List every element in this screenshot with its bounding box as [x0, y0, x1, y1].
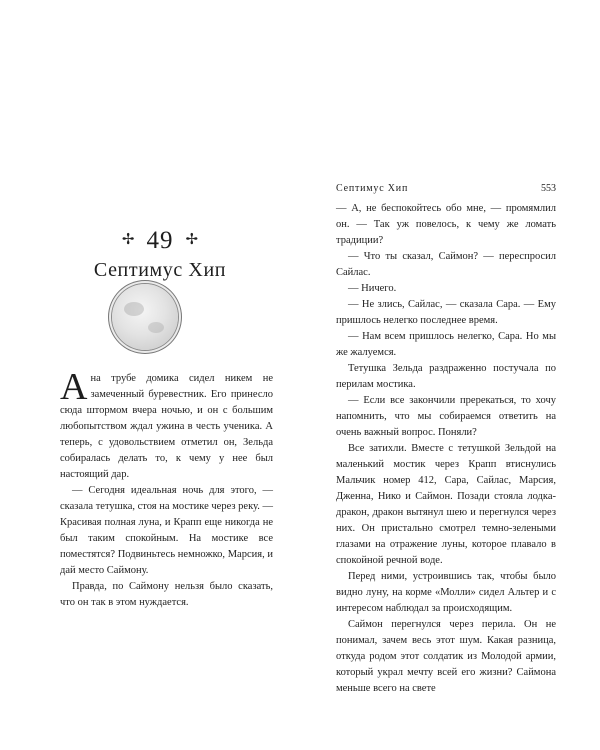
- first-paragraph: [60, 366, 273, 483]
- paragraph: Тетушка Зельда раздраженно постучала по перилам мостика.: [336, 363, 556, 390]
- left-body-text: [60, 366, 273, 611]
- running-head: [336, 183, 556, 194]
- drop-cap: А: [60, 366, 88, 408]
- paragraph: Все затихли. Вместе с тетушкой Зельдой на маленький мостик через Крапп втиснулись Мальчик номер 412, Сара, Сайлас, Марсия, Дженна, Нико и Саймон. Позади стояла лодка-дракон, дракон вытянул шею и перегнулся через них. Он пристально смотрел темно-зелеными глазами на отражение луны, которое плавало в спокойной речной воде.: [336, 443, 556, 566]
- paragraph: — Сегодня идеальная ночь для этого, — сказала тетушка, стоя на мостике через реку. — Красивая полная луна, и Крапп еще никогда не был таким спокойным. На мостике все поместятся? Подвиньтесь немножко, Марсия, и дай место Саймону.: [60, 485, 273, 576]
- first-paragraph-text: на трубе домика сидел никем не замеченный буревестник. Его принесло сюда штормом вчера ночью, и он с большим любопытством ждал ужина в честь ученика. А теперь, с удовольствием отметил он, Зельда собиралась делать то, к чему у нее был настоящий дар.: [60, 373, 273, 480]
- paragraph: — Нам всем пришлось нелегко, Сара. Но мы же жалуемся.: [336, 331, 556, 358]
- chapter-number: 49: [146, 227, 174, 254]
- ornament-icon: ✢: [185, 232, 199, 248]
- ornament-icon: ✢: [121, 232, 135, 248]
- page-number: 553: [541, 183, 556, 194]
- right-body-text: [336, 201, 556, 697]
- chapter-title: Септимус Хип: [93, 259, 227, 281]
- paragraph: Правда, по Саймону нельзя было сказать, что он так в этом нуждается.: [60, 581, 273, 608]
- chapter-heading: [60, 228, 260, 282]
- running-head-title: Септимус Хип: [336, 183, 409, 194]
- paragraph: — Что ты сказал, Саймон? — переспросил Сайлас.: [336, 251, 556, 278]
- paragraph: — Если все закончили пререкаться, то хочу напомнить, что мы собираемся ответить на очень важный вопрос. Поняли?: [336, 395, 556, 438]
- moon-illustration: [112, 284, 178, 350]
- paragraph: — Ничего.: [348, 283, 397, 294]
- paragraph: Саймон перегнулся через перила. Он не понимал, зачем весь этот шум. Какая разница, откуда родом этот солдатик из Молодой армии, который украл мечту всей его жизни? Саймона меньше всего на свете: [336, 619, 556, 694]
- paragraph: — Не злись, Сайлас, — сказала Сара. — Ему пришлось нелегко последнее время.: [336, 299, 556, 326]
- paragraph: Перед ними, устроившись так, чтобы было видно луну, на корме «Молли» сидел Альтер и с интересом наблюдал за происходящим.: [336, 571, 556, 614]
- paragraph: — А, не беспокойтесь обо мне, — промямлил он. — Так уж повелось, к чему же ломать традиции?: [336, 203, 556, 246]
